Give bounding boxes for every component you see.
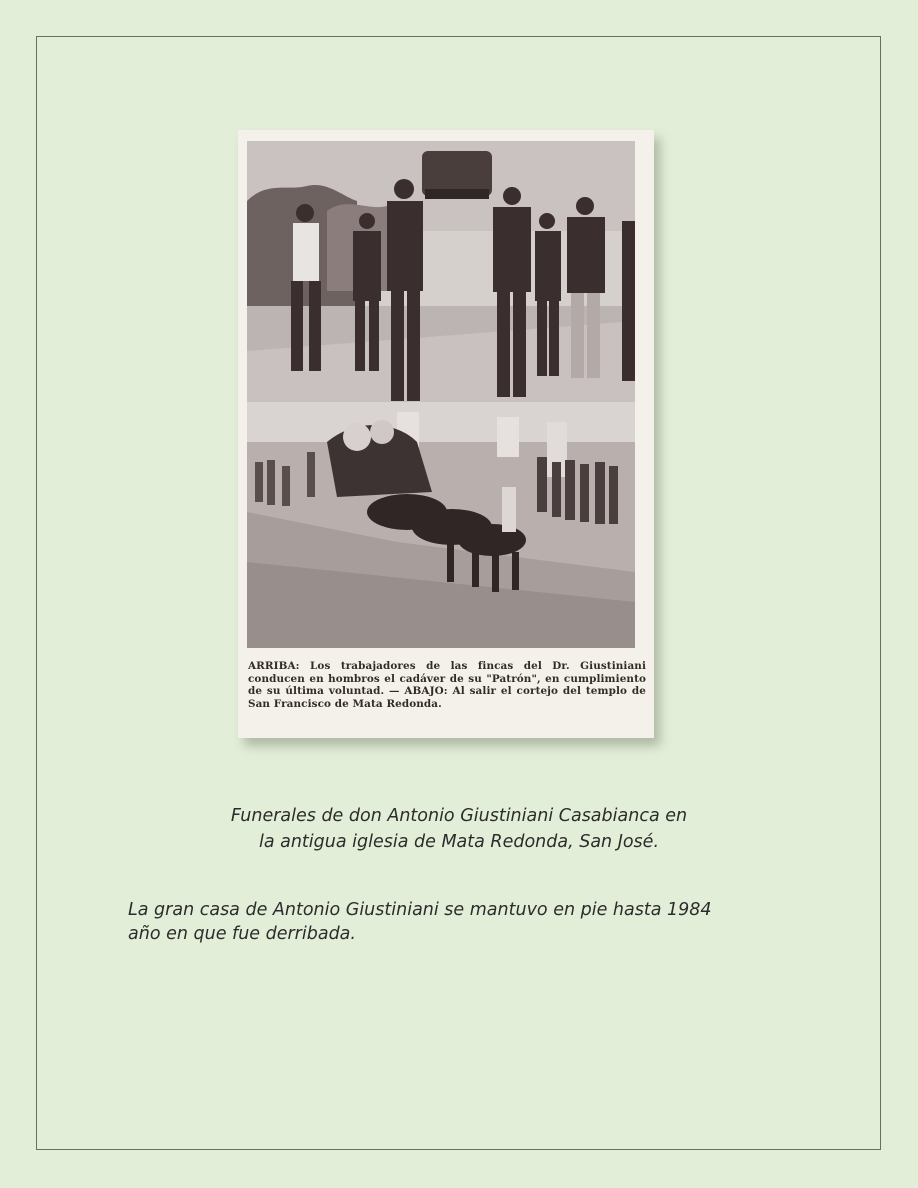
newspaper-caption: ARRIBA: Los trabajadores de las fincas del Dr. Giustiniani conducen en hombros el cadáver de su "Patrón", en cumplimiento de su última voluntad. — ABAJO: Al salir el cortejo del templo de San Francisco de Mata Redonda. xyxy=(248,660,646,710)
demolition-note xyxy=(128,898,828,946)
newspaper-clipping xyxy=(238,130,654,738)
photo-coffin-procession xyxy=(247,141,635,421)
demolition-note-line-1: La gran casa de Antonio Giustiniani se mantuvo en pie hasta 1984 xyxy=(128,900,712,920)
photo-caption-line-1: Funerales de don Antonio Giustiniani Casabianca en xyxy=(230,806,688,826)
photo-caption-line-2: la antigua iglesia de Mata Redonda, San José. xyxy=(258,832,660,852)
demolition-note-line-2: año en que fue derribada. xyxy=(128,924,356,944)
photo-funeral-cortege xyxy=(247,402,635,648)
photo-caption xyxy=(0,803,918,855)
